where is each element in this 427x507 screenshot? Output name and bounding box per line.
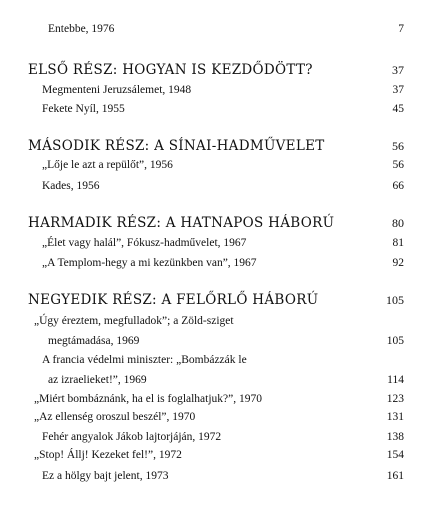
toc-entry (28, 233, 404, 253)
toc-entry (28, 311, 404, 331)
entry-title: „Úgy éreztem, megfulladok”; a Zöld-sziget (34, 315, 234, 327)
toc-part-heading (28, 290, 404, 310)
page-number: 138 (386, 431, 404, 443)
page-number: 37 (392, 84, 404, 96)
page-number: 114 (387, 374, 404, 386)
entry-title: Ez a hölgy bajt jelent, 1973 (42, 470, 169, 482)
page-number: 81 (392, 237, 404, 249)
entry-title: „Lője le azt a repülőt”, 1956 (42, 159, 173, 171)
entry-title: A francia védelmi miniszter: „Bombázzák le (42, 354, 247, 366)
entry-title: „Élet vagy halál”, Fókusz-hadművelet, 1967 (42, 237, 247, 249)
entry-title: „A Templom-hegy a mi kezünkben van”, 1967 (42, 257, 257, 269)
toc-part-heading (28, 213, 404, 233)
toc-entry (28, 370, 404, 390)
toc-part-heading (28, 60, 404, 80)
toc-entry (28, 253, 404, 273)
entry-title: Kades, 1956 (42, 180, 100, 192)
part-title: HARMADIK RÉSZ: A HATNAPOS HÁBORÚ (28, 215, 335, 231)
toc-entry (28, 176, 404, 196)
toc-entry (28, 350, 404, 370)
toc-entry (28, 389, 404, 409)
page-number: 105 (386, 335, 404, 347)
toc-entry (28, 155, 404, 175)
toc-entry (28, 99, 404, 119)
part-title: ELSŐ RÉSZ: HOGYAN IS KEZDŐDÖTT? (28, 62, 313, 78)
entry-title: „Az ellenség oroszul beszél”, 1970 (34, 411, 196, 423)
page-number: 37 (392, 63, 404, 77)
entry-title: „Miért bombáznánk, ha el is foglalhatjuk?”, 1970 (34, 393, 263, 405)
toc-entry (28, 445, 404, 465)
page-number: 7 (398, 23, 404, 35)
entry-title: megtámadása, 1969 (48, 335, 140, 347)
entry-title: Fehér angyalok Jákob lajtorjáján, 1972 (42, 431, 222, 443)
part-title: MÁSODIK RÉSZ: A SÍNAI-HADMŰVELET (28, 138, 325, 154)
page-number: 56 (392, 159, 404, 171)
entry-title: az izraelieket!”, 1969 (48, 374, 147, 386)
entry-title: Entebbe, 1976 (48, 23, 115, 35)
toc-entry (28, 466, 404, 486)
page-number: 105 (386, 293, 404, 307)
entry-title: Megmenteni Jeruzsálemet, 1948 (42, 84, 192, 96)
page-number: 154 (386, 449, 404, 461)
part-title: NEGYEDIK RÉSZ: A FELŐRLŐ HÁBORÚ (28, 292, 319, 308)
page-number: 92 (392, 257, 404, 269)
toc-entry (28, 19, 404, 39)
page-number: 161 (386, 470, 404, 482)
page-number: 123 (386, 393, 404, 405)
entry-title: Fekete Nyíl, 1955 (42, 103, 125, 115)
toc-entry (28, 407, 404, 427)
page-number: 56 (392, 139, 404, 153)
page-number: 80 (392, 216, 404, 230)
toc-entry (28, 331, 404, 351)
entry-title: „Stop! Állj! Kezeket fel!”, 1972 (34, 449, 182, 461)
page-number: 45 (392, 103, 404, 115)
toc-entry (28, 427, 404, 447)
toc-part-heading (28, 136, 404, 156)
page-number: 131 (386, 411, 404, 423)
page-number: 66 (392, 180, 404, 192)
toc-entry (28, 80, 404, 100)
